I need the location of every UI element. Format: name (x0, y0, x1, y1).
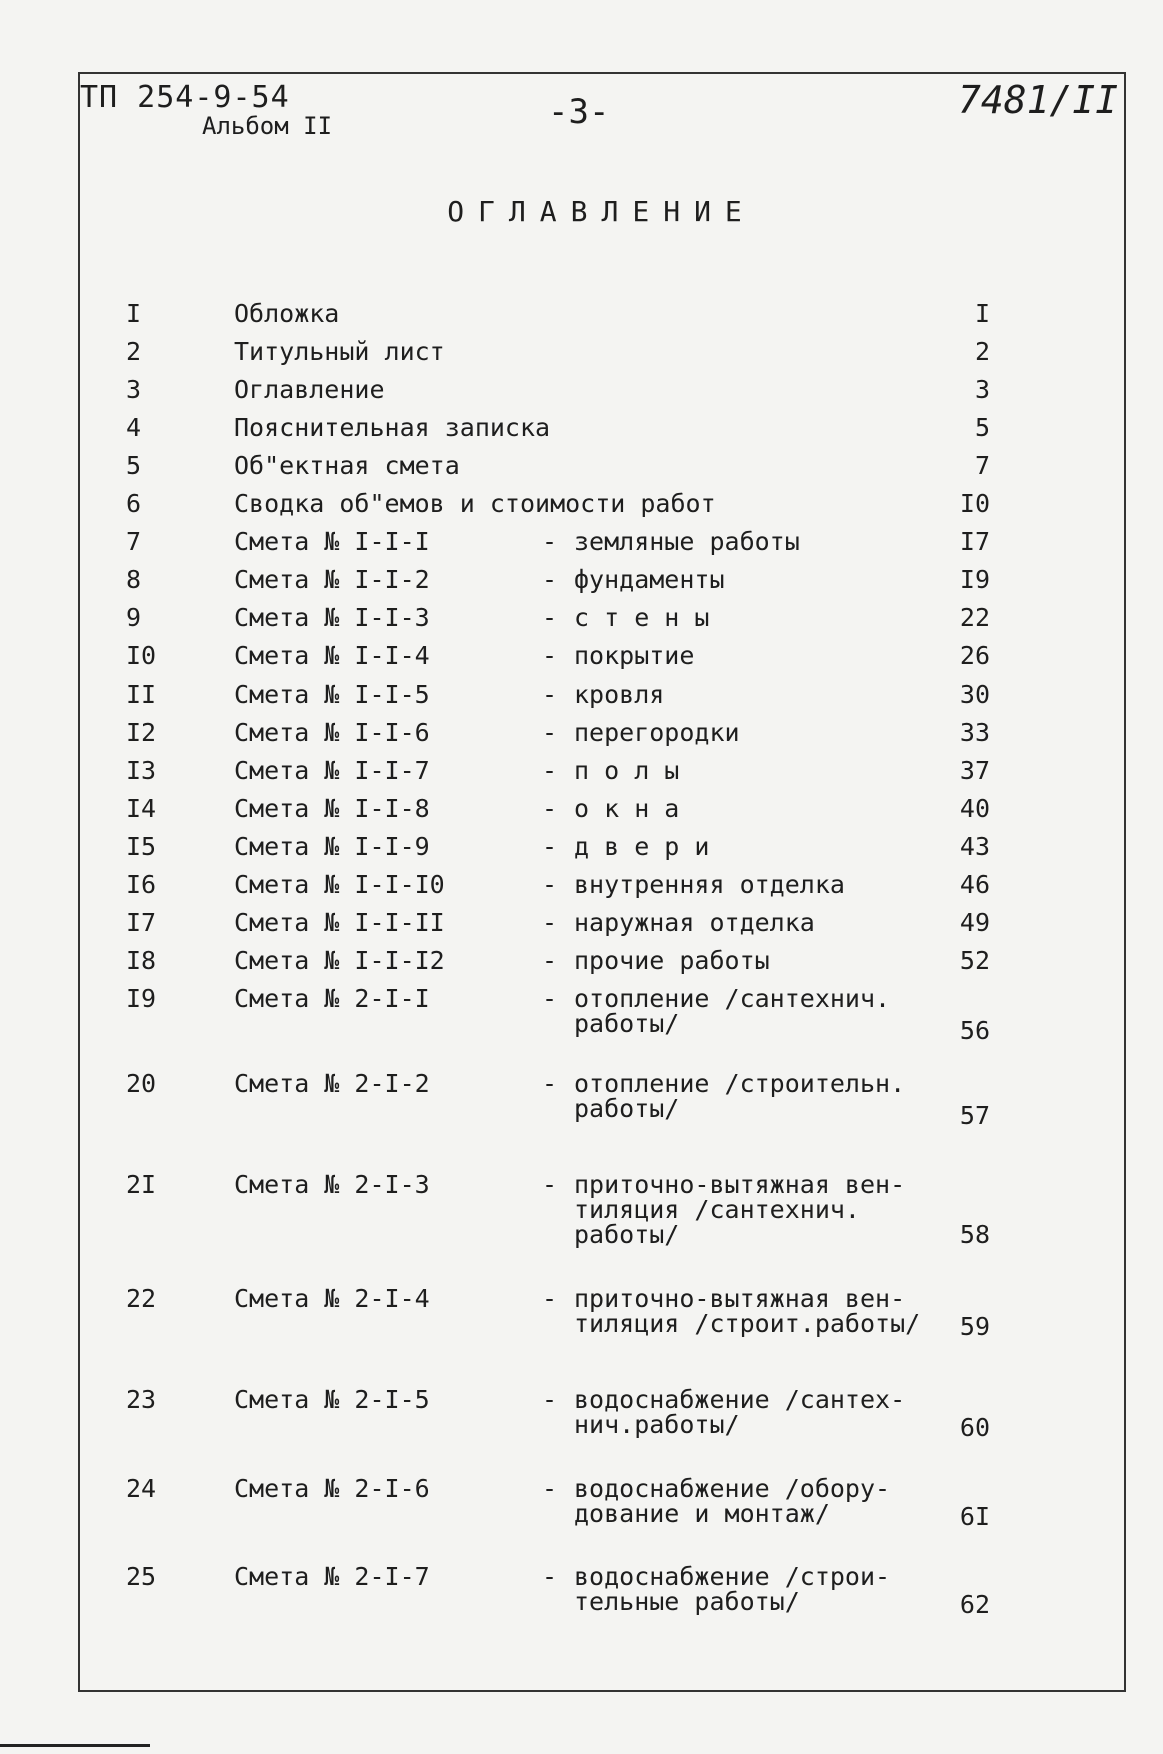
entry-description: приточно-вытяжная вен- (574, 1170, 906, 1199)
entry-title: Смета № I-I-I0 (234, 870, 445, 899)
entry-dash: - (542, 680, 558, 709)
entry-title: Обложка (234, 299, 340, 328)
entry-page: 26 (959, 641, 990, 670)
entry-description: приточно-вытяжная вен- (574, 1284, 906, 1313)
entry-description: п о л ы (574, 756, 680, 785)
entry-page: 59 (959, 1312, 990, 1341)
entry-description-line2: нич.работы/ (574, 1410, 740, 1439)
entry-title: Смета № 2-I-2 (234, 1069, 430, 1098)
entry-title: Смета № I-I-4 (234, 641, 430, 670)
entry-description: отопление /строительн. (574, 1069, 906, 1098)
entry-page: I9 (959, 565, 990, 594)
entry-page: 33 (959, 718, 990, 747)
entry-page: 30 (959, 680, 990, 709)
entry-page: 46 (959, 870, 990, 899)
entry-dash: - (542, 794, 558, 823)
entry-dash: - (542, 1284, 558, 1313)
entry-page: 43 (959, 832, 990, 861)
entry-number: 7 (126, 527, 142, 556)
entry-number: I7 (126, 908, 157, 937)
entry-description-line2: дование и монтаж/ (574, 1499, 830, 1528)
entry-dash: - (542, 1385, 558, 1414)
entry-number: 23 (126, 1385, 157, 1414)
entry-page: 7 (974, 451, 990, 480)
page-number: -3- (548, 92, 610, 132)
entry-title: Смета № I-I-I (234, 527, 430, 556)
entry-dash: - (542, 756, 558, 785)
entry-page: 5 (974, 413, 990, 442)
entry-description-line2: тиляция /строит.работы/ (574, 1309, 921, 1338)
entry-number: I (126, 299, 142, 328)
entry-page: I7 (959, 527, 990, 556)
entry-number: 6 (126, 489, 142, 518)
entry-number: 4 (126, 413, 142, 442)
entry-title: Смета № I-I-6 (234, 718, 430, 747)
entry-number: 24 (126, 1474, 157, 1503)
entry-description-line2: работы/ (574, 1009, 680, 1038)
entry-dash: - (542, 1170, 558, 1199)
entry-title: Смета № I-I-3 (234, 603, 430, 632)
entry-title: Смета № I-I-I2 (234, 946, 445, 975)
entry-number: I4 (126, 794, 157, 823)
entry-description: покрытие (574, 641, 695, 670)
page-title: ОГЛАВЛЕНИЕ (447, 195, 756, 228)
entry-number: 20 (126, 1069, 157, 1098)
entry-page: 58 (959, 1220, 990, 1249)
document-code: ТП 254-9-54 (80, 80, 290, 115)
entry-page: 56 (959, 1016, 990, 1045)
entry-title: Смета № 2-I-7 (234, 1562, 430, 1591)
entry-number: I8 (126, 946, 157, 975)
entry-title: Смета № 2-I-I (234, 984, 430, 1013)
entry-description: водоснабжение /обору- (574, 1474, 891, 1503)
entry-number: I5 (126, 832, 157, 861)
entry-dash: - (542, 603, 558, 632)
entry-page: 2 (974, 337, 990, 366)
entry-title: Смета № I-I-8 (234, 794, 430, 823)
entry-dash: - (542, 641, 558, 670)
entry-dash: - (542, 1474, 558, 1503)
entry-description-line2: тиляция /сантехнич. (574, 1195, 860, 1224)
entry-title: Смета № 2-I-3 (234, 1170, 430, 1199)
entry-title: Смета № 2-I-6 (234, 1474, 430, 1503)
entry-description: водоснабжение /строи- (574, 1562, 891, 1591)
entry-number: I0 (126, 641, 157, 670)
entry-number: 2I (126, 1170, 157, 1199)
entry-description: кровля (574, 680, 665, 709)
entry-description-line2: работы/ (574, 1094, 680, 1123)
entry-page: I0 (959, 489, 990, 518)
entry-number: 3 (126, 375, 142, 404)
entry-title: Смета № I-I-2 (234, 565, 430, 594)
entry-page: 57 (959, 1101, 990, 1130)
entry-title: Смета № 2-I-4 (234, 1284, 430, 1313)
entry-dash: - (542, 870, 558, 899)
entry-page: 40 (959, 794, 990, 823)
entry-description: перегородки (574, 718, 740, 747)
inventory-number: 7481/II (958, 78, 1119, 122)
entry-page: 22 (959, 603, 990, 632)
entry-page: 37 (959, 756, 990, 785)
entry-dash: - (542, 1069, 558, 1098)
entry-title: Смета № 2-I-5 (234, 1385, 430, 1414)
entry-number: 22 (126, 1284, 157, 1313)
entry-page: 49 (959, 908, 990, 937)
entry-title: Смета № I-I-7 (234, 756, 430, 785)
entry-description: земляные работы (574, 527, 800, 556)
entry-description: отопление /сантехнич. (574, 984, 891, 1013)
entry-dash: - (542, 832, 558, 861)
entry-page: 52 (959, 946, 990, 975)
entry-number: II (126, 680, 157, 709)
entry-description: внутренняя отделка (574, 870, 845, 899)
entry-description: о к н а (574, 794, 680, 823)
entry-page: 3 (974, 375, 990, 404)
entry-page: 6I (959, 1502, 990, 1531)
album-label: Альбом II (202, 112, 333, 140)
entry-number: I2 (126, 718, 157, 747)
entry-title: Смета № I-I-5 (234, 680, 430, 709)
entry-number: 9 (126, 603, 142, 632)
entry-description-line2: тельные работы/ (574, 1587, 800, 1616)
entry-page: I (974, 299, 990, 328)
entry-description-line3: работы/ (574, 1220, 680, 1249)
entry-description: фундаменты (574, 565, 725, 594)
entry-dash: - (542, 718, 558, 747)
entry-page: 60 (959, 1413, 990, 1442)
entry-dash: - (542, 1562, 558, 1591)
entry-number: I3 (126, 756, 157, 785)
entry-description: с т е н ы (574, 603, 710, 632)
entry-dash: - (542, 908, 558, 937)
entry-number: I6 (126, 870, 157, 899)
entry-title: Оглавление (234, 375, 385, 404)
entry-dash: - (542, 984, 558, 1013)
entry-title: Титульный лист (234, 337, 445, 366)
scan-edge-line (0, 1744, 150, 1747)
entry-title: Смета № I-I-II (234, 908, 445, 937)
entry-title: Об"ектная смета (234, 451, 460, 480)
entry-dash: - (542, 946, 558, 975)
entry-description: прочие работы (574, 946, 770, 975)
entry-title: Смета № I-I-9 (234, 832, 430, 861)
entry-title: Пояснительная записка (234, 413, 551, 442)
entry-number: 2 (126, 337, 142, 366)
entry-title: Сводка об"емов и стоимости работ (234, 489, 716, 518)
entry-description: наружная отделка (574, 908, 815, 937)
entry-description: д в е р и (574, 832, 710, 861)
entry-number: 5 (126, 451, 142, 480)
entry-number: I9 (126, 984, 157, 1013)
entry-dash: - (542, 565, 558, 594)
entry-number: 8 (126, 565, 142, 594)
entry-page: 62 (959, 1590, 990, 1619)
entry-number: 25 (126, 1562, 157, 1591)
entry-description: водоснабжение /сантех- (574, 1385, 906, 1414)
entry-dash: - (542, 527, 558, 556)
